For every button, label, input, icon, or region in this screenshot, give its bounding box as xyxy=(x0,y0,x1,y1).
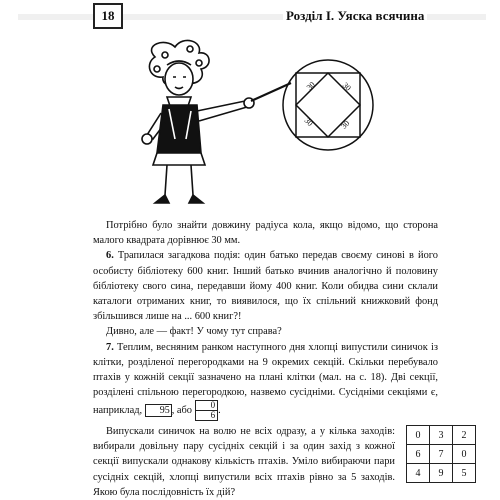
grid-cell: 9 xyxy=(430,464,453,483)
grid-row xyxy=(407,445,476,464)
paragraph-problem-6 xyxy=(93,248,438,324)
vertical-bottom: 6 xyxy=(210,410,216,421)
problem-number: 6. xyxy=(106,250,114,262)
grid-cell: 0 xyxy=(453,445,476,464)
grid-cell: 2 xyxy=(453,426,476,445)
grid-row xyxy=(407,464,476,483)
grid-cell: 7 xyxy=(430,445,453,464)
cage-grid xyxy=(406,425,476,483)
page-number: 18 xyxy=(93,3,123,29)
vertical-top: 0 xyxy=(196,401,218,411)
text-end: . xyxy=(218,405,221,417)
grid-cell: 0 xyxy=(407,426,430,445)
grid-cell: 6 xyxy=(407,445,430,464)
grid-cell: 3 xyxy=(430,426,453,445)
body-text xyxy=(93,218,438,421)
side-label: 30 xyxy=(302,115,315,128)
paragraph-problem-7 xyxy=(93,340,438,422)
problem-number: 7. xyxy=(106,341,114,353)
paragraph-text: Трапилася загадкова подія: один батько передав своєму синові в його особисту бібліотеку 600 книг. Інший батько вчинив аналогічно й половину бібліотеку свого сина, передавши йому 400 книг. Коли обидва сини склали каталоги отриманих книг, то виявилося, що їх спільний книжковий фонд збільшився лише на ... 600 книг?! xyxy=(93,250,438,323)
neighbor-example-horizontal: 95 xyxy=(145,404,172,417)
grid-row xyxy=(407,426,476,445)
illustration-teacher-pointer xyxy=(95,35,395,215)
cartoon-figure xyxy=(142,40,291,203)
paragraph: Потрібно було знайти довжину радіуса кола, якщо відомо, що сторона малого квадрата дорівнює 30 мм. xyxy=(93,220,438,247)
text-or: , або xyxy=(171,405,192,417)
page-header xyxy=(0,0,500,30)
side-label: 30 xyxy=(340,80,353,93)
grid-cell: 5 xyxy=(453,464,476,483)
grid-cell: 4 xyxy=(407,464,430,483)
paragraph-text: Теплим, весняним ранком наступного дня хлопці випустили синичок із клітки, розділеної перегородками на 9 окремих секцій. Скільки перебувало птахів у кожній секції зазначено на плані клітки (мал. на с. 18). Дві секції, розділені спільною перегородкою, назвемо сусідніми. Сусідніми секціями є, наприклад, xyxy=(93,341,438,417)
circle-square-diagram xyxy=(283,60,373,150)
side-label: 30 xyxy=(304,79,317,92)
side-label: 30 xyxy=(339,118,352,131)
neighbor-example-vertical xyxy=(195,400,219,421)
paragraph: Дивно, але — факт! У чому тут справа? xyxy=(106,326,282,338)
section-title: Розділ І. Уяска всячина xyxy=(283,8,427,24)
body-text-2 xyxy=(93,424,395,500)
paragraph: Випускали синичок на волю не всіх одразу, а у кілька заходів: вибирали довільну пару сусідніх секцій і за один захід з кожної секції випускали однакову кількість птахів. Уміло вибираючи пари сусідніх секцій, хлопці випустили всіх птахів рівно за 5 заходів. Якою була послідовність їх дій? xyxy=(93,426,395,498)
